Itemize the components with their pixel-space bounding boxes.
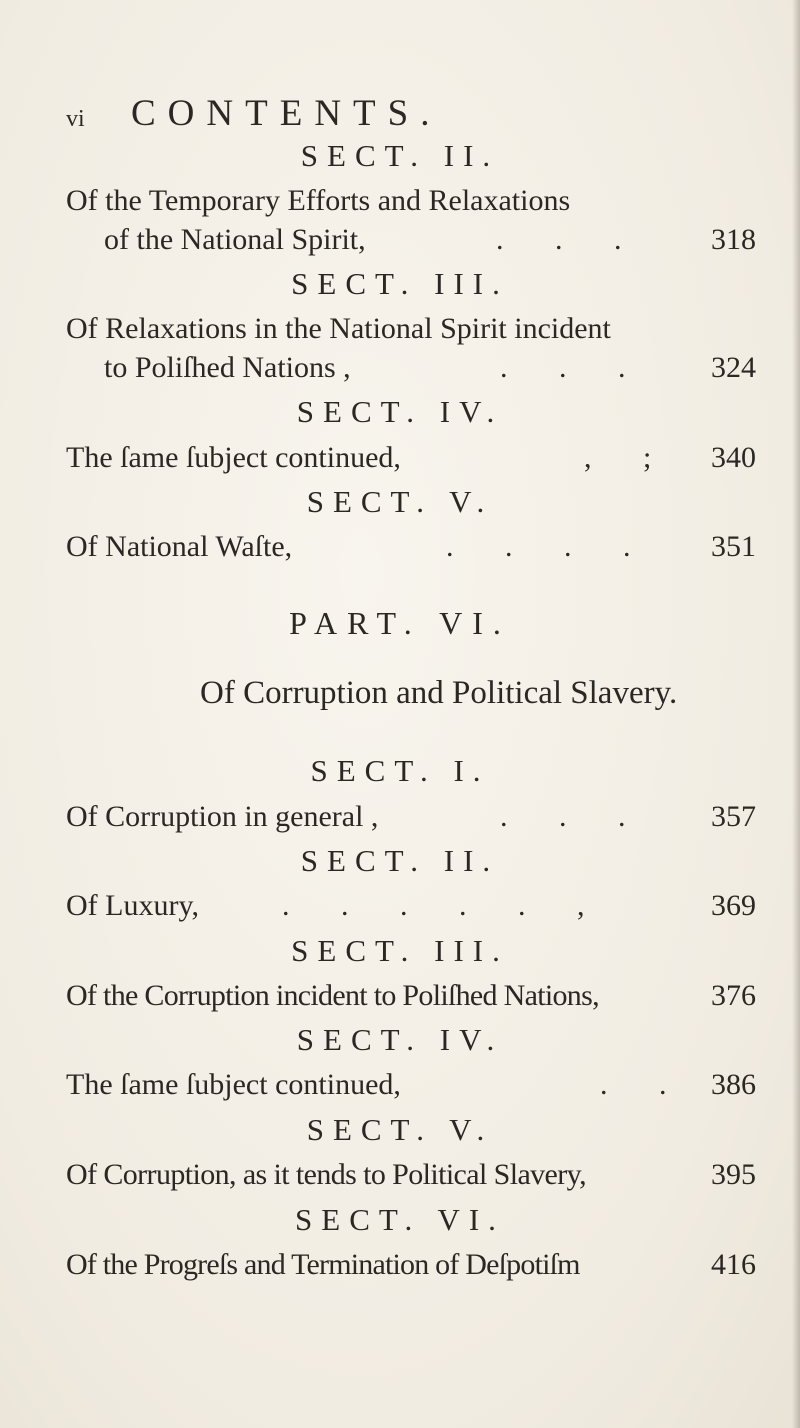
page-header (0, 88, 800, 138)
entry-text: Of Corruption, as it tends to Political Slavery, (66, 1158, 587, 1191)
section-heading: SECT. II. (300, 843, 500, 878)
entry-text: of the National Spirit, (104, 223, 366, 256)
page-number: 318 (711, 223, 756, 256)
section-heading: SECT. IV. (296, 1022, 504, 1057)
page-number: 357 (711, 800, 756, 833)
page-number: 395 (711, 1158, 756, 1191)
running-head: CONTENTS. (131, 93, 442, 134)
section-heading: SECT. III. (291, 266, 509, 301)
section-heading: SECT. IV. (296, 394, 504, 429)
entry-text: Of National Waſte, (66, 530, 293, 563)
part-heading: PART. VI. (289, 605, 511, 641)
leader-dots: . . (600, 1068, 689, 1101)
page-number: 386 (711, 1068, 756, 1101)
leader-dots: . . . . . , (282, 889, 607, 922)
section-heading: SECT. VI. (295, 1202, 505, 1237)
page-number: 340 (711, 441, 756, 474)
page-number: 351 (711, 530, 756, 563)
entry-text: Of the Temporary Efforts and Relaxations (66, 184, 571, 217)
entry-text: The ſame ſubject continued, (66, 1068, 401, 1101)
section-heading: SECT. V. (306, 1112, 494, 1147)
section-heading: SECT. V. (306, 484, 494, 519)
page-number: 324 (711, 351, 756, 384)
entry-text: Of Corruption in general , (66, 800, 379, 833)
section-heading: SECT. I. (310, 753, 490, 788)
folio-number: vi (66, 106, 85, 132)
page-number: 369 (711, 889, 756, 922)
page-number: 416 (711, 1248, 756, 1281)
entry-text: The ſame ſubject continued, (66, 441, 401, 474)
leader-dots: . . . (500, 351, 648, 384)
page-number: 376 (711, 979, 756, 1012)
leader-dots: . . . . (446, 530, 653, 563)
leader-dots: . . . (500, 800, 648, 833)
entry-text: to Poliſhed Nations , (104, 351, 351, 384)
entry-text: Of Luxury, (66, 889, 200, 922)
entry-text: Of Relaxations in the National Spirit incident (66, 312, 611, 345)
section-heading: SECT. II. (300, 138, 500, 173)
part-title: Of Corruption and Political Slavery. (200, 675, 678, 711)
leader-dots: , ; (584, 441, 674, 474)
section-heading: SECT. III. (291, 933, 509, 968)
leader-dots: . . . (496, 223, 644, 256)
entry-text: Of the Progreſs and Termination of Deſpotiſm (66, 1248, 580, 1281)
entry-text: Of the Corruption incident to Poliſhed Nations, (66, 979, 599, 1012)
